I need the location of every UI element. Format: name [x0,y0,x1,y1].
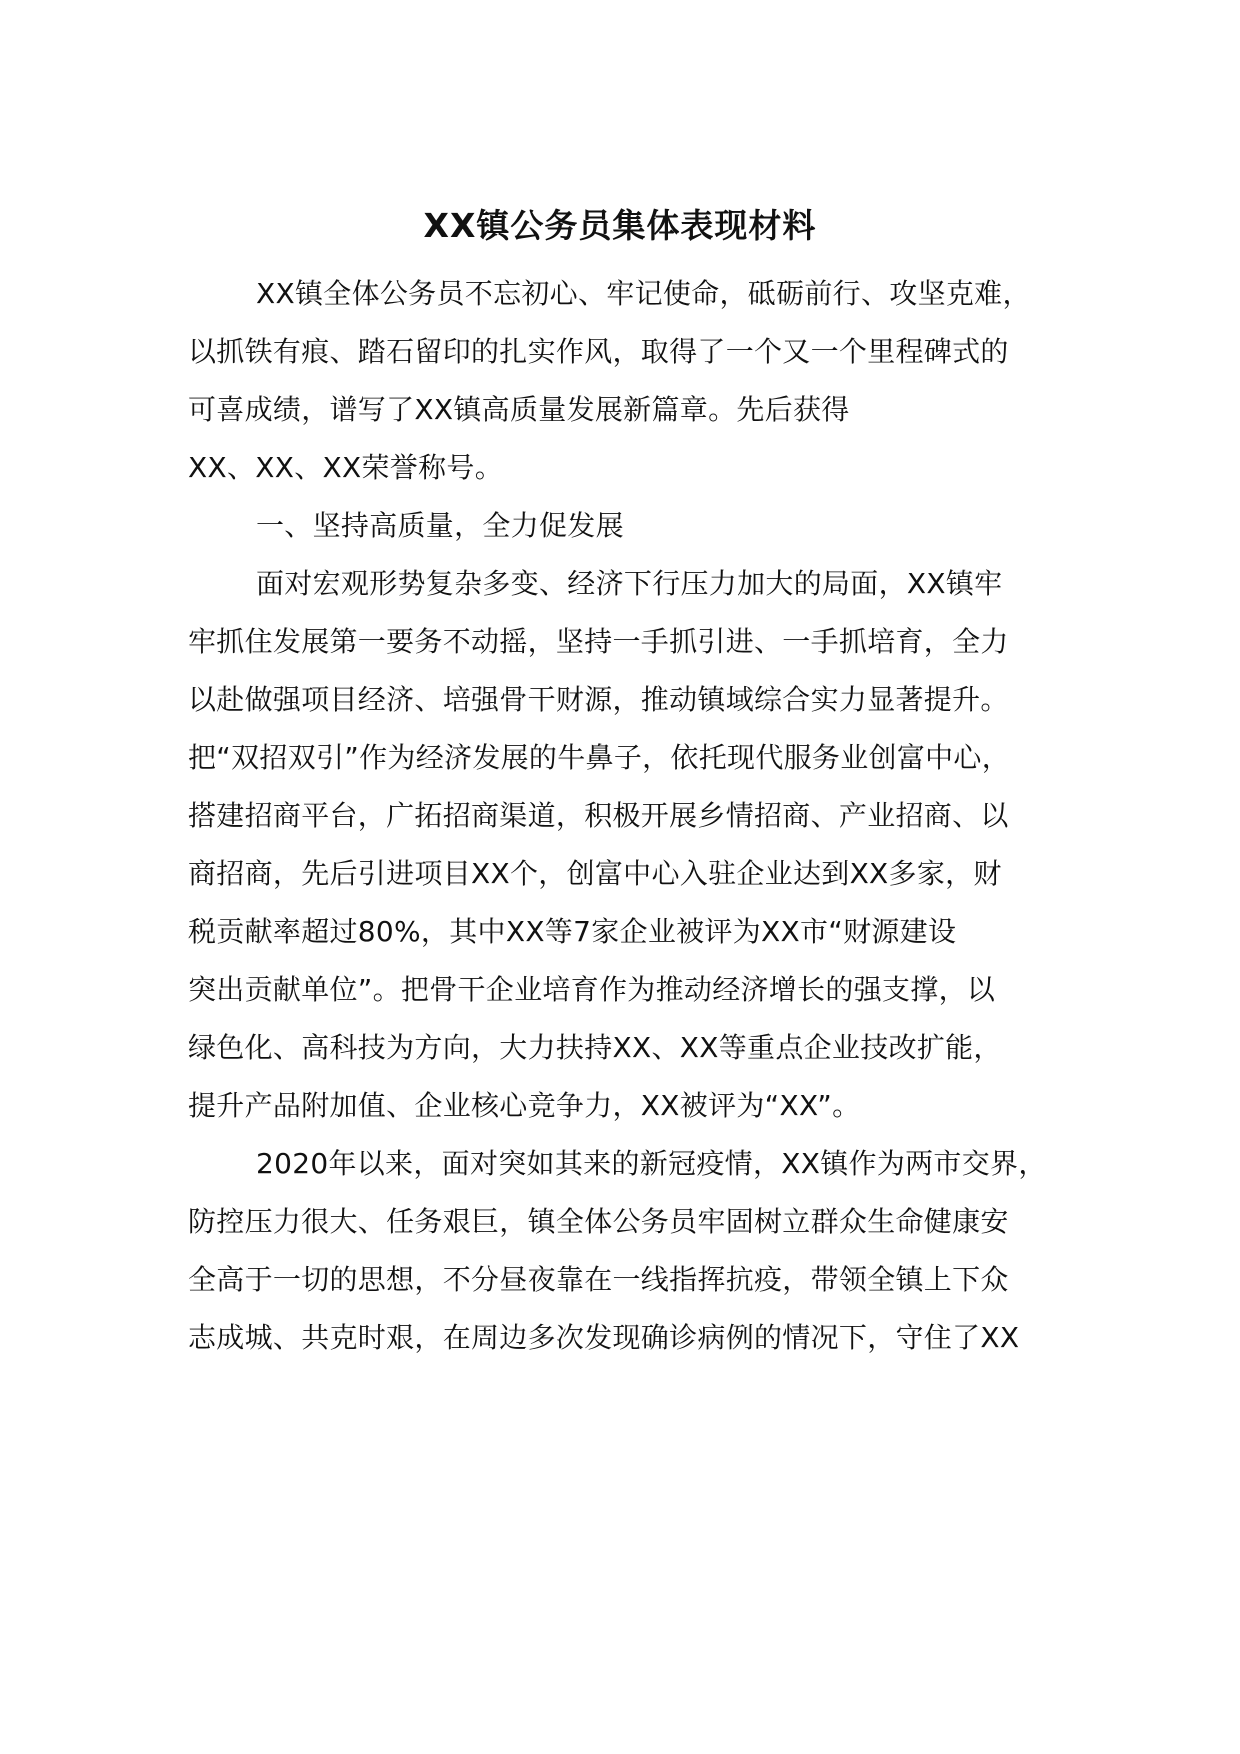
paragraph-line: 提升产品附加值、企业核心竞争力，XX被评为“XX”。 [188,1089,861,1122]
section-heading: 一、坚持高质量，全力促发展 [256,509,624,542]
paragraph-line: 全高于一切的思想，不分昼夜靠在一线指挥抗疫，带领全镇上下众 [188,1263,1009,1296]
paragraph-line: 面对宏观形势复杂多变、经济下行压力加大的局面，XX镇牢 [256,567,1003,600]
paragraph-line: 以赴做强项目经济、培强骨干财源，推动镇域综合实力显著提升。 [188,683,1009,716]
paragraph-line: 牢抓住发展第一要务不动摇，坚持一手抓引进、一手抓培育，全力 [188,625,1009,658]
paragraph-line: XX、XX、XX荣誉称号。 [188,451,503,484]
paragraph-line: 可喜成绩，谱写了XX镇高质量发展新篇章。先后获得 [188,393,850,426]
paragraph-line: 税贡献率超过80%，其中XX等7家企业被评为XX市“财源建设 [188,915,957,948]
paragraph-line: 防控压力很大、任务艰巨，镇全体公务员牢固树立群众生命健康安 [188,1205,1009,1238]
paragraph-line: 2020年以来，面对突如其来的新冠疫情，XX镇作为两市交界， [256,1147,1047,1180]
paragraph-line: 把“双招双引”作为经济发展的牛鼻子，依托现代服务业创富中心， [188,741,1011,774]
paragraph-line: 突出贡献单位”。把骨干企业培育作为推动经济增长的强支撑，以 [188,973,996,1006]
paragraph-line: 绿色化、高科技为方向，大力扶持XX、XX等重点企业技改扩能， [188,1031,1002,1064]
paragraph-line: 搭建招商平台，广拓招商渠道，积极开展乡情招商、产业招商、以 [188,799,1009,832]
paragraph-line: 志成城、共克时艰，在周边多次发现确诊病例的情况下，守住了XX [188,1321,1020,1354]
document-title: XX镇公务员集体表现材料 [423,206,817,245]
paragraph-line: 以抓铁有痕、踏石留印的扎实作风，取得了一个又一个里程碑式的 [188,335,1009,368]
paragraph-line: XX镇全体公务员不忘初心、牢记使命，砥砺前行、攻坚克难， [256,277,1031,310]
paragraph-line: 商招商，先后引进项目XX个，创富中心入驻企业达到XX多家，财 [188,857,1002,890]
